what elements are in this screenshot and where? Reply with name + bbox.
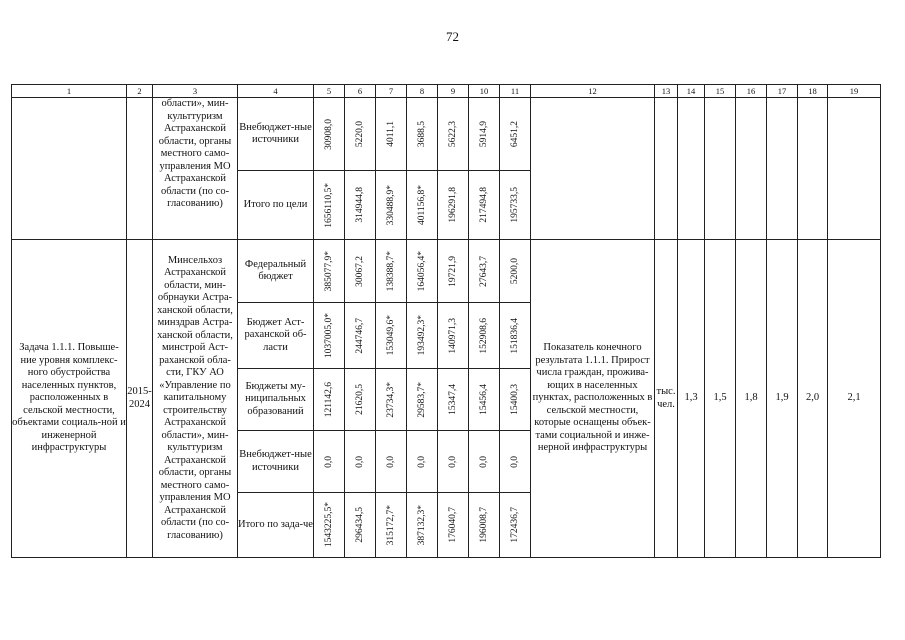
value-cell: 5220,0 xyxy=(345,98,376,171)
value-cell: 176040,7 xyxy=(438,493,469,558)
value-cell: 385077,9* xyxy=(314,240,345,303)
value-cell: 193492,3* xyxy=(407,303,438,369)
value-cell: 172436,7 xyxy=(500,493,531,558)
value-cell: 4011,1 xyxy=(376,98,407,171)
funding-source: Федеральный бюджет xyxy=(238,240,314,303)
value-cell: 314944,8 xyxy=(345,171,376,240)
value-cell: 19721,9 xyxy=(438,240,469,303)
header-cell: 3 xyxy=(153,85,238,98)
value-cell: 30067,2 xyxy=(345,240,376,303)
value-cell: 15400,3 xyxy=(500,369,531,431)
value-cell: 330488,9* xyxy=(376,171,407,240)
value-cell: 5914,9 xyxy=(469,98,500,171)
cell-col1 xyxy=(12,98,127,240)
value-cell: 15456,4 xyxy=(469,369,500,431)
value-cell: 5622,3 xyxy=(438,98,469,171)
header-cell: 15 xyxy=(705,85,736,98)
header-cell: 1 xyxy=(12,85,127,98)
indicator-value: 2,1 xyxy=(828,240,881,558)
value-cell: 0,0 xyxy=(407,431,438,493)
header-cell: 10 xyxy=(469,85,500,98)
responsible-executors: области», мин-культтуризм Астраханской области, органы местного само-управления МО Астраханской области (по со-гласованию) xyxy=(153,98,238,240)
indicator-value: 1,5 xyxy=(705,240,736,558)
value-cell: 387132,3* xyxy=(407,493,438,558)
header-cell: 6 xyxy=(345,85,376,98)
header-cell: 17 xyxy=(767,85,798,98)
cell-col15 xyxy=(705,98,736,240)
header-cell: 2 xyxy=(127,85,153,98)
value-cell: 0,0 xyxy=(314,431,345,493)
header-cell: 16 xyxy=(736,85,767,98)
cell-col18 xyxy=(798,98,828,240)
indicator-description: Показатель конечного результата 1.1.1. Прирост числа граждан, прожива-ющих в населенных пунктах, расположенных в сельской местности, которые оснащены объек-тами социальной и инже-нерной инфраструктуры xyxy=(531,240,655,558)
value-cell: 151836,4 xyxy=(500,303,531,369)
value-cell: 196008,7 xyxy=(469,493,500,558)
value-cell: 0,0 xyxy=(376,431,407,493)
value-cell: 15347,4 xyxy=(438,369,469,431)
value-cell: 140971,3 xyxy=(438,303,469,369)
cell-col19 xyxy=(828,98,881,240)
value-cell: 0,0 xyxy=(438,431,469,493)
cell-col16 xyxy=(736,98,767,240)
value-cell: 29583,7* xyxy=(407,369,438,431)
value-cell: 195733,5 xyxy=(500,171,531,240)
value-cell: 30908,0 xyxy=(314,98,345,171)
indicator-value: 1,9 xyxy=(767,240,798,558)
value-cell: 3688,5 xyxy=(407,98,438,171)
value-cell: 196291,8 xyxy=(438,171,469,240)
header-cell: 14 xyxy=(678,85,705,98)
header-cell: 4 xyxy=(238,85,314,98)
header-cell: 7 xyxy=(376,85,407,98)
period: 2015-2024 xyxy=(127,240,153,558)
value-cell: 0,0 xyxy=(345,431,376,493)
funding-source: Внебюджет-ные источники xyxy=(238,98,314,171)
cell-col14 xyxy=(678,98,705,240)
value-cell: 21620,5 xyxy=(345,369,376,431)
table-row xyxy=(12,98,881,171)
cell-col13 xyxy=(655,98,678,240)
responsible-executors: Минсельхоз Астраханской области, мин-обрнауки Астра-ханской области, минздрав Астра-ханской области, минстрой Аст-раханской обла-сти, ГКУ АО «Управление по капитальному строительству Астраханской области», мин-культтуризм Астраханской области, органы местного само-управления МО Астраханской области (по со-гласованию) xyxy=(153,240,238,558)
funding-source: Бюджет Аст-раханской об-ласти xyxy=(238,303,314,369)
value-cell: 27643,7 xyxy=(469,240,500,303)
indicator-value: 2,0 xyxy=(798,240,828,558)
cell-col2 xyxy=(127,98,153,240)
value-cell: 138388,7* xyxy=(376,240,407,303)
header-cell: 13 xyxy=(655,85,678,98)
value-cell: 296434,5 xyxy=(345,493,376,558)
budget-table xyxy=(11,84,881,558)
value-cell: 0,0 xyxy=(469,431,500,493)
value-cell: 1037005,0* xyxy=(314,303,345,369)
value-cell: 0,0 xyxy=(500,431,531,493)
header-cell: 5 xyxy=(314,85,345,98)
value-cell: 401156,8* xyxy=(407,171,438,240)
cell-col17 xyxy=(767,98,798,240)
unit: тыс. чел. xyxy=(655,240,678,558)
value-cell: 121142,6 xyxy=(314,369,345,431)
value-cell: 217494,8 xyxy=(469,171,500,240)
value-cell: 153049,6* xyxy=(376,303,407,369)
value-cell: 1543225,5* xyxy=(314,493,345,558)
header-cell: 9 xyxy=(438,85,469,98)
indicator-value: 1,3 xyxy=(678,240,705,558)
funding-source: Бюджеты му-ниципальных образований xyxy=(238,369,314,431)
header-cell: 8 xyxy=(407,85,438,98)
page-number: 72 xyxy=(446,29,459,44)
value-cell: 315172,7* xyxy=(376,493,407,558)
header-cell: 12 xyxy=(531,85,655,98)
header-cell: 11 xyxy=(500,85,531,98)
funding-source: Внебюджет-ные источники xyxy=(238,431,314,493)
task-title: Задача 1.1.1. Повыше-ние уровня комплекс-ного обустройства населенных пунктов, расположенных в сельской местности, объектами социаль-ной и инженерной инфраструктуры xyxy=(12,240,127,558)
value-cell: 164056,4* xyxy=(407,240,438,303)
value-cell: 5200,0 xyxy=(500,240,531,303)
indicator-value: 1,8 xyxy=(736,240,767,558)
funding-source: Итого по цели xyxy=(238,171,314,240)
value-cell: 152908,6 xyxy=(469,303,500,369)
header-row xyxy=(12,85,881,98)
value-cell: 23734,3* xyxy=(376,369,407,431)
value-cell: 244746,7 xyxy=(345,303,376,369)
header-cell: 19 xyxy=(828,85,881,98)
value-cell: 6451,2 xyxy=(500,98,531,171)
cell-col12 xyxy=(531,98,655,240)
funding-source: Итого по зада-че xyxy=(238,493,314,558)
value-cell: 1656110,5* xyxy=(314,171,345,240)
header-cell: 18 xyxy=(798,85,828,98)
table-row xyxy=(12,240,881,303)
